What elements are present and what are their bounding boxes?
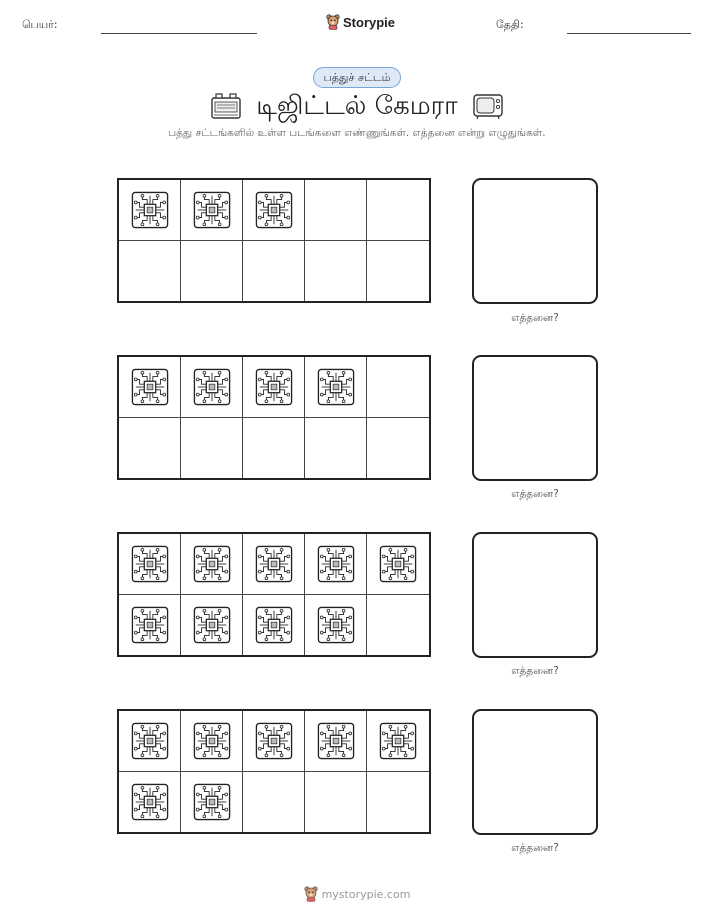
frame-cell <box>243 534 305 595</box>
frame-cell <box>243 595 305 656</box>
frame-cell <box>119 534 181 595</box>
frame-cell <box>181 418 243 479</box>
frame-cell <box>367 595 429 656</box>
bear-logo-icon <box>326 14 340 30</box>
frame-cell <box>305 534 367 595</box>
name-label: பெயர்: <box>22 18 58 31</box>
circuit-chip-icon <box>193 368 231 406</box>
answer-box[interactable] <box>472 355 598 481</box>
circuit-chip-icon <box>131 368 169 406</box>
frame-cell <box>305 772 367 833</box>
frame-cell <box>119 772 181 833</box>
title-row <box>0 89 714 123</box>
frame-cell <box>181 595 243 656</box>
frame-cell <box>305 711 367 772</box>
ten-frame <box>117 178 431 303</box>
ten-frame <box>117 532 431 657</box>
frame-cell <box>367 357 429 418</box>
frame-cell <box>305 180 367 241</box>
topic-badge: பத்துச் சட்டம் <box>313 67 401 88</box>
frame-cell <box>181 357 243 418</box>
how-many-label: எத்தனை? <box>511 312 559 324</box>
circuit-chip-icon <box>317 606 355 644</box>
circuit-chip-icon <box>379 545 417 583</box>
ten-frame <box>117 355 431 480</box>
frame-cell <box>367 418 429 479</box>
circuit-chip-icon <box>255 191 293 229</box>
how-many-label: எத்தனை? <box>511 842 559 854</box>
frame-cell <box>181 711 243 772</box>
frame-cell <box>181 772 243 833</box>
circuit-chip-icon <box>193 722 231 760</box>
circuit-chip-icon <box>193 191 231 229</box>
frame-cell <box>367 534 429 595</box>
frame-cell <box>181 534 243 595</box>
frame-cell <box>243 357 305 418</box>
frame-cell <box>119 180 181 241</box>
circuit-chip-icon <box>255 368 293 406</box>
frame-cell <box>119 711 181 772</box>
ten-frame <box>117 709 431 834</box>
name-line[interactable] <box>101 33 257 34</box>
how-many-label: எத்தனை? <box>511 488 559 500</box>
date-line[interactable] <box>567 33 691 34</box>
bear-logo-icon <box>304 886 318 902</box>
circuit-chip-icon <box>193 545 231 583</box>
page-title: டிஜிட்டல் கேமரா <box>256 91 458 121</box>
frame-cell <box>181 180 243 241</box>
frame-cell <box>119 418 181 479</box>
circuit-chip-icon <box>193 783 231 821</box>
circuit-chip-icon <box>131 545 169 583</box>
frame-cell <box>243 241 305 302</box>
circuit-chip-icon <box>317 368 355 406</box>
circuit-chip-icon <box>131 722 169 760</box>
circuit-chip-icon <box>379 722 417 760</box>
instructions: பத்து சட்டங்களில் உள்ள படங்களை எண்ணுங்கள். எத்தனை என்று எழுதுங்கள். <box>168 127 546 139</box>
brand-name: Storypie <box>343 14 396 30</box>
frame-cell <box>305 595 367 656</box>
frame-cell <box>367 180 429 241</box>
frame-cell <box>367 711 429 772</box>
footer <box>0 886 714 902</box>
frame-cell <box>367 772 429 833</box>
frame-cell <box>181 241 243 302</box>
date-label: தேதி: <box>496 18 524 31</box>
circuit-chip-icon <box>317 545 355 583</box>
circuit-chip-icon <box>131 783 169 821</box>
frame-cell <box>305 357 367 418</box>
footer-url[interactable]: mystorypie.com <box>321 887 411 901</box>
frame-cell <box>305 241 367 302</box>
frame-cell <box>243 772 305 833</box>
circuit-chip-icon <box>255 545 293 583</box>
frame-cell <box>243 418 305 479</box>
frame-cell <box>119 595 181 656</box>
how-many-label: எத்தனை? <box>511 665 559 677</box>
answer-box[interactable] <box>472 178 598 304</box>
tv-icon <box>472 92 504 120</box>
frame-cell <box>243 180 305 241</box>
circuit-chip-icon <box>255 722 293 760</box>
frame-cell <box>119 241 181 302</box>
battery-icon <box>210 92 242 120</box>
frame-cell <box>243 711 305 772</box>
answer-box[interactable] <box>472 532 598 658</box>
circuit-chip-icon <box>317 722 355 760</box>
frame-cell <box>367 241 429 302</box>
answer-box[interactable] <box>472 709 598 835</box>
circuit-chip-icon <box>255 606 293 644</box>
frame-cell <box>305 418 367 479</box>
circuit-chip-icon <box>131 606 169 644</box>
frame-cell <box>119 357 181 418</box>
brand <box>326 14 395 30</box>
circuit-chip-icon <box>131 191 169 229</box>
circuit-chip-icon <box>193 606 231 644</box>
